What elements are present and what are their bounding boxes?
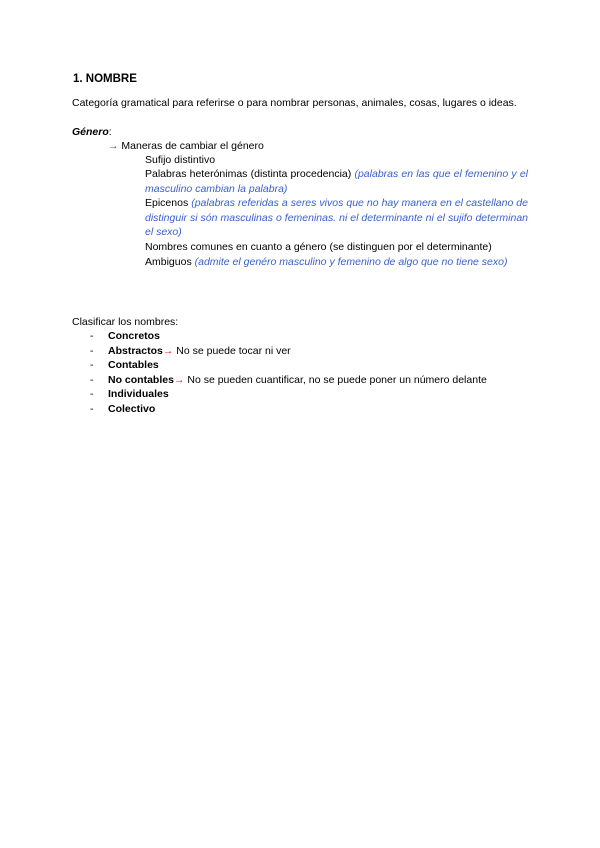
dash-bullet: - (90, 330, 94, 342)
list-item (88, 358, 487, 373)
genero-item (145, 167, 528, 196)
genero-item-text: Nombres comunes en cuanto a género (se distinguen por el determinante) (145, 241, 492, 253)
genero-colon: : (108, 126, 112, 138)
list-item (88, 387, 487, 402)
dash-bullet: - (90, 373, 94, 386)
list-item (88, 344, 487, 359)
intro-paragraph: Categoría gramatical para referirse o para nombrar personas, animales, cosas, lugares o ideas. (72, 97, 517, 109)
list-item (88, 402, 487, 417)
list-item-term: Contables (108, 359, 159, 372)
genero-subheading-text: Maneras de cambiar el género (121, 140, 264, 152)
arrow-icon: → (162, 344, 174, 357)
genero-item-text: Sufijo distintivo (145, 154, 216, 166)
genero-item-note: (admite el genéro masculino y femenino de algo que no tiene sexo) (194, 256, 508, 268)
list-item (88, 373, 487, 388)
genero-item (145, 255, 528, 270)
genero-item (145, 196, 528, 240)
dash-bullet: - (90, 344, 94, 357)
dash-bullet: - (90, 402, 94, 415)
genero-item (145, 240, 528, 255)
genero-label (72, 125, 112, 140)
genero-item-text: Ambiguos (145, 256, 192, 268)
genero-item-note: (palabras en las que el femenino y el masculino cambian la palabra) (145, 168, 528, 195)
list-item-desc: No se puede tocar ni ver (176, 344, 291, 357)
list-item-term: Concretos (108, 330, 160, 342)
genero-item (145, 153, 528, 168)
list-item-term: No contables (108, 373, 174, 386)
list-item-desc: No se pueden cuantificar, no se puede poner un número delante (187, 373, 487, 386)
list-item-term: Colectivo (108, 402, 156, 415)
dash-bullet: - (90, 388, 94, 401)
genero-item-note: (palabras referidas a seres vivos que no hay manera en el castellano de distinguir si són masculinas o femeninas. ni el determinante ni el sujifo determinan el sexo) (145, 197, 528, 239)
section-title: 1. NOMBRE (73, 73, 137, 85)
dash-bullet: - (90, 359, 94, 372)
genero-item-text: Epicenos (145, 197, 189, 209)
genero-item-text: Palabras heterónimas (distinta procedencia) (145, 168, 352, 180)
list-item-term: Abstractos (108, 344, 163, 357)
list-item-term: Individuales (108, 388, 169, 401)
genero-label-text: Género (72, 126, 109, 138)
clasificar-list (88, 329, 487, 417)
list-item (88, 329, 487, 344)
arrow-icon: → (173, 373, 185, 386)
genero-subheading (108, 139, 264, 154)
arrow-icon: → (108, 140, 119, 152)
clasificar-heading: Clasificar los nombres: (72, 316, 179, 328)
